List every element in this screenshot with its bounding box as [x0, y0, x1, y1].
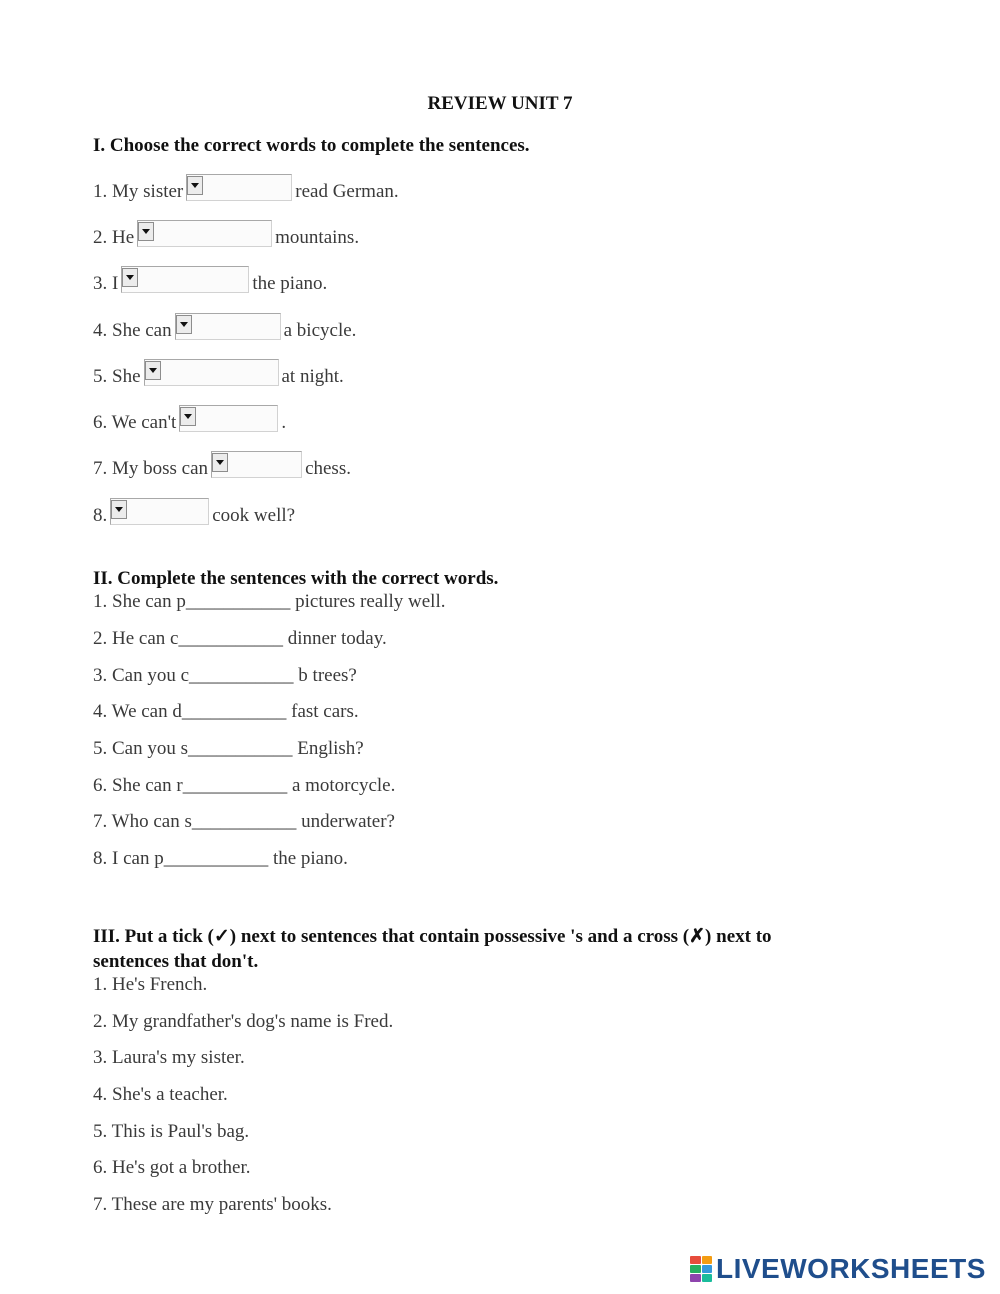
answer-dropdown[interactable] — [186, 174, 292, 201]
page-title: REVIEW UNIT 7 — [427, 93, 573, 114]
exercise-1-item — [93, 223, 359, 253]
answer-dropdown[interactable] — [121, 266, 249, 293]
section-1-heading: I. Choose the correct words to complete the sentences. — [93, 135, 530, 156]
exercise-2-item: 1. She can p___________ pictures really well. — [93, 591, 446, 612]
exercise-2-item: 8. I can p___________ the piano. — [93, 848, 348, 869]
exercise-3-item: 4. She's a teacher. — [93, 1084, 228, 1105]
section-3-heading-line-1: III. Put a tick (✓) next to sentences that contain possessive 's and a cross (✗) next to — [93, 926, 772, 947]
exercise-3-item: 6. He's got a brother. — [93, 1157, 251, 1178]
exercise-1-item — [93, 501, 295, 531]
logo-block — [690, 1265, 701, 1273]
logo-block — [702, 1265, 713, 1273]
exercise-2-item: 3. Can you c___________ b trees? — [93, 665, 357, 686]
exercise-1-item — [93, 316, 356, 346]
item-text-after: . — [281, 412, 287, 433]
chevron-down-icon[interactable] — [180, 407, 196, 426]
item-text-before: 5. She — [93, 366, 141, 387]
chevron-down-icon[interactable] — [212, 453, 228, 472]
exercise-1-item — [93, 408, 286, 438]
item-text-before: 1. My sister — [93, 181, 184, 202]
logo-blocks-icon — [690, 1256, 712, 1282]
answer-dropdown[interactable] — [211, 451, 302, 478]
exercise-2-item: 7. Who can s___________ underwater? — [93, 811, 395, 832]
section-2-heading: II. Complete the sentences with the correct words. — [93, 568, 499, 589]
exercise-1-item — [93, 177, 399, 207]
item-text-before: 3. I — [93, 273, 119, 294]
logo-block — [690, 1256, 701, 1264]
exercise-3-item: 7. These are my parents' books. — [93, 1194, 332, 1215]
logo-block — [690, 1274, 701, 1282]
item-text-before: 7. My boss can — [93, 458, 209, 479]
logo-block — [702, 1256, 713, 1264]
item-text-before: 6. We can't — [93, 412, 177, 433]
liveworksheets-logo — [690, 1253, 986, 1285]
item-text-after: a bicycle. — [283, 320, 357, 341]
section-3-heading-line-2: sentences that don't. — [93, 951, 259, 972]
exercise-1-item — [93, 269, 327, 299]
exercise-1-item — [93, 454, 351, 484]
answer-dropdown[interactable] — [137, 220, 272, 247]
item-text-after: read German. — [295, 181, 399, 202]
exercise-3-item: 2. My grandfather's dog's name is Fred. — [93, 1011, 394, 1032]
chevron-down-icon[interactable] — [122, 268, 138, 287]
exercise-3-item: 3. Laura's my sister. — [93, 1047, 245, 1068]
answer-dropdown[interactable] — [175, 313, 281, 340]
item-text-before: 4. She can — [93, 320, 172, 341]
exercise-1-item — [93, 362, 344, 392]
chevron-down-icon[interactable] — [111, 500, 127, 519]
item-text-after: cook well? — [212, 505, 296, 526]
exercise-2-item: 6. She can r___________ a motorcycle. — [93, 775, 396, 796]
item-text-after: the piano. — [252, 273, 328, 294]
logo-block — [702, 1274, 713, 1282]
item-text-after: at night. — [281, 366, 344, 387]
exercise-3-item: 5. This is Paul's bag. — [93, 1121, 250, 1142]
item-text-after: mountains. — [275, 227, 360, 248]
chevron-down-icon[interactable] — [187, 176, 203, 195]
exercise-2-item: 4. We can d___________ fast cars. — [93, 701, 359, 722]
chevron-down-icon[interactable] — [145, 361, 161, 380]
answer-dropdown[interactable] — [144, 359, 279, 386]
exercise-3-item: 1. He's French. — [93, 974, 208, 995]
item-text-before: 2. He — [93, 227, 135, 248]
answer-dropdown[interactable] — [110, 498, 209, 525]
chevron-down-icon[interactable] — [138, 222, 154, 241]
chevron-down-icon[interactable] — [176, 315, 192, 334]
item-text-before: 8. — [93, 505, 108, 526]
answer-dropdown[interactable] — [179, 405, 278, 432]
item-text-after: chess. — [305, 458, 351, 479]
exercise-2-item: 2. He can c___________ dinner today. — [93, 628, 387, 649]
exercise-2-item: 5. Can you s___________ English? — [93, 738, 364, 759]
logo-text: LIVEWORKSHEETS — [716, 1253, 986, 1284]
